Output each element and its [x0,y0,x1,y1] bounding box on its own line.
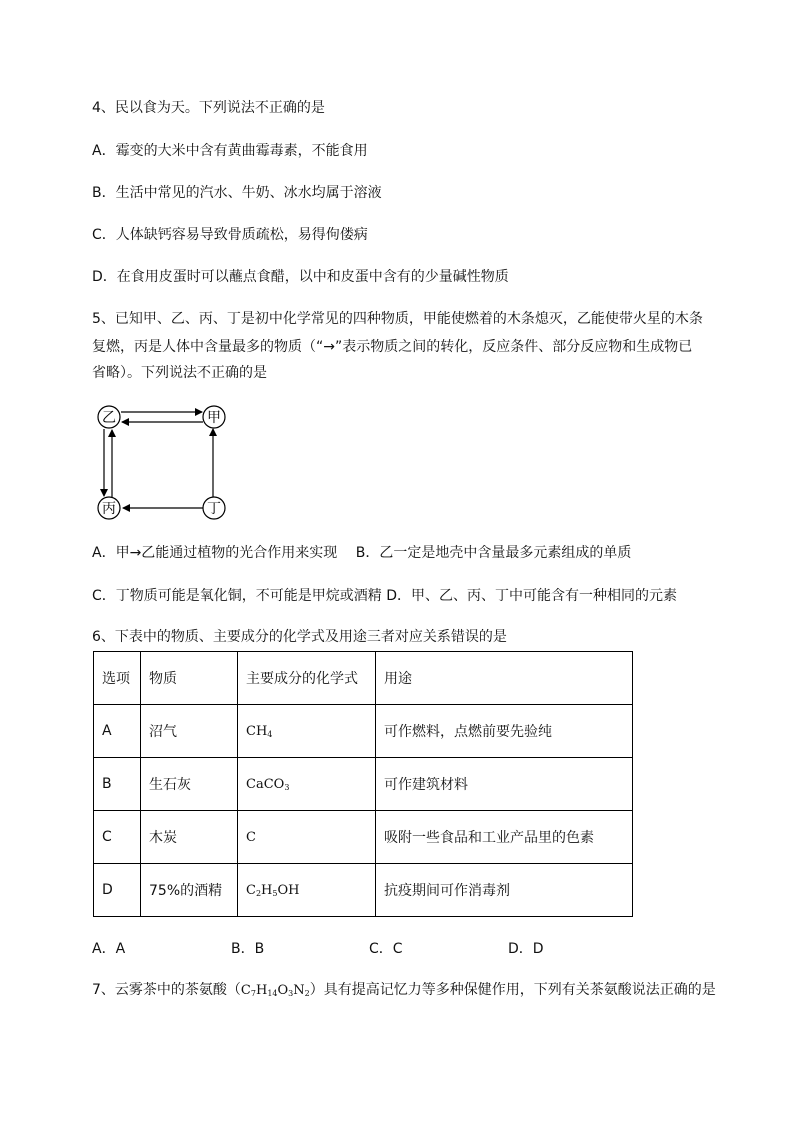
q6-answer-d: D．D [508,941,544,957]
table-row [94,705,633,758]
node-bing: 丙 [102,501,116,517]
row-formula: CaCO$_3$ [238,758,376,811]
q4-option-b: B．生活中常见的汽水、牛奶、冰水均属于溶液 [92,185,382,201]
q5-stem-line3: 省略）。下列说法不正确的是 [92,365,267,381]
q7-formula: $C_7H_{14}O_3N_2$ [240,983,310,998]
row-substance: 75%的酒精 [141,864,238,917]
row-option: A [94,705,141,758]
header-use: 用途 [376,652,633,705]
table-row [94,758,633,811]
row-formula: $C_2H_5OH$ [238,864,376,917]
row-formula: C [238,811,376,864]
q4-option-d: D．在食用皮蛋时可以蘸点食醋，以中和皮蛋中含有的少量碱性物质 [92,269,509,285]
row-use: 可作燃料，点燃前要先验纯 [376,705,633,758]
row-formula: $CH_4$ [238,705,376,758]
conversion-diagram [92,400,242,530]
header-formula: 主要成分的化学式 [238,652,376,705]
header-substance: 物质 [141,652,238,705]
row-substance: 生石灰 [141,758,238,811]
row-substance: 木炭 [141,811,238,864]
q6-answer-b: B．B [231,941,265,957]
q6-answer-a: A．A [92,941,126,957]
q4-option-c: C．人体缺钙容易导致骨质疏松，易得佝偻病 [92,227,368,243]
row-option: B [94,758,141,811]
q7-stem: 7、云雾茶中的茶氨酸$(C_7H_{14}O_3N_2)$具有提高记忆力等多种保健作用，下列有关茶氨酸说法正确的是 [92,982,716,998]
table-header-row [94,652,633,705]
header-option: 选项 [94,652,141,705]
row-use: 抗疫期间可作消毒剂 [376,864,633,917]
q6-answer-c: C．C [369,941,403,957]
table-row [94,811,633,864]
row-substance: 沼气 [141,705,238,758]
q5-stem-line1: 5、已知甲、乙、丙、丁是初中化学常见的四种物质，甲能使燃着的木条熄灭，乙能使带火星的木条 [92,311,703,327]
row-option: D [94,864,141,917]
q5-options-cd: C．丁物质可能是氧化铜，不可能是甲烷或酒精 D．甲、乙、丙、丁中可能含有一种相同的元素 [92,588,678,604]
row-use: 可作建筑材料 [376,758,633,811]
node-yi: 乙 [102,410,116,426]
table-row [94,864,633,917]
row-use: 吸附一些食品和工业产品里的色素 [376,811,633,864]
node-jia: 甲 [207,410,221,426]
q5-stem-line2: 复燃，丙是人体中含量最多的物质（“→”表示物质之间的转化，反应条件、部分反应物和生成物已 [92,339,693,355]
q6-stem: 6、下表中的物质、主要成分的化学式及用途三者对应关系错误的是 [92,629,507,645]
q6-table [93,651,633,917]
node-ding: 丁 [207,501,221,517]
q4-stem: 4、民以食为天。下列说法不正确的是 [92,100,325,116]
q4-option-a: A．霉变的大米中含有黄曲霉毒素，不能食用 [92,143,368,159]
row-option: C [94,811,141,864]
q5-options-ab: A．甲→乙能通过植物的光合作用来实现 B．乙一定是地壳中含量最多元素组成的单质 [92,545,632,561]
